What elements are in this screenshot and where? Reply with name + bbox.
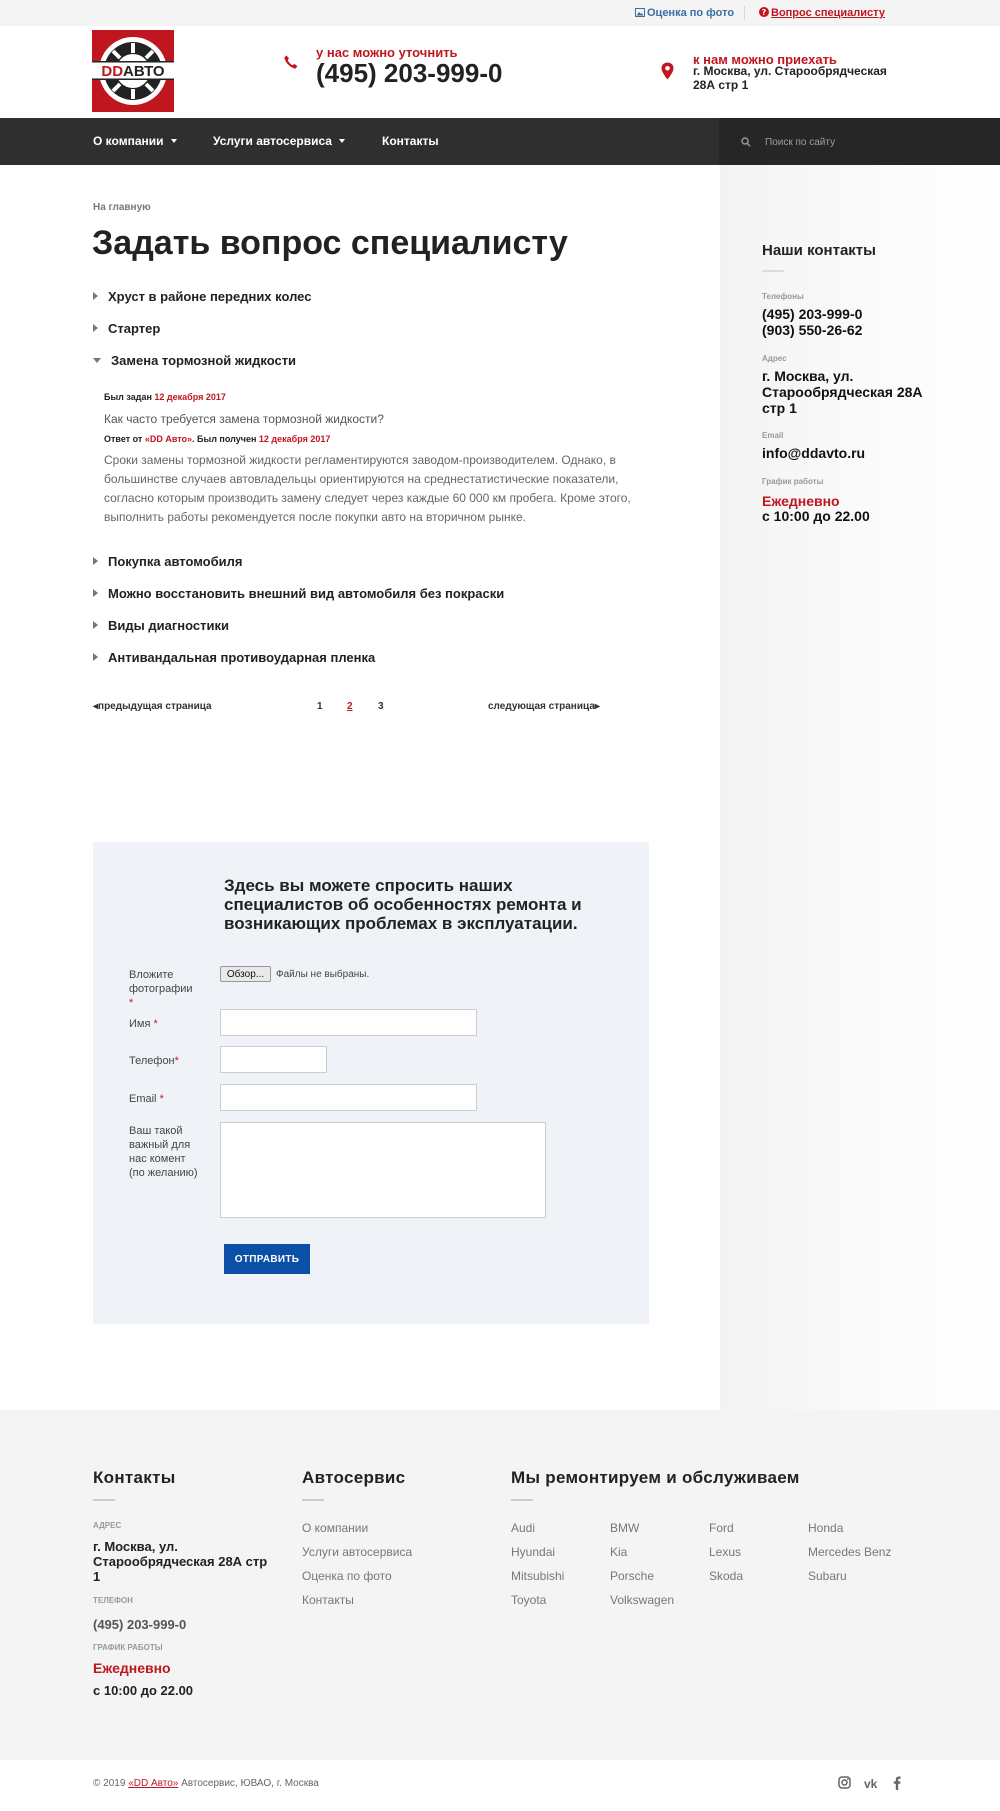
image-icon bbox=[635, 8, 645, 17]
search-box bbox=[719, 118, 1000, 165]
faq-item-label: Стартер bbox=[108, 321, 161, 336]
footer-service-link[interactable]: Контакты bbox=[302, 1593, 354, 1607]
pager-page-current[interactable]: 2 bbox=[347, 701, 353, 712]
search-input[interactable] bbox=[765, 132, 965, 152]
header-address-line1: г. Москва, ул. Старообрядческая bbox=[693, 64, 887, 78]
submit-button[interactable]: ОТПРАВИТЬ bbox=[224, 1244, 310, 1274]
brand-link[interactable]: Ford bbox=[709, 1521, 734, 1535]
pager-prev-label: предыдущая страница bbox=[98, 701, 212, 712]
footer-service-link[interactable]: Услуги автосервиса bbox=[302, 1545, 413, 1559]
email-label bbox=[129, 1092, 164, 1106]
brand-link[interactable]: Kia bbox=[610, 1545, 628, 1559]
brand-link[interactable]: Mercedes Benz bbox=[808, 1545, 892, 1559]
photo-estimate-link[interactable] bbox=[635, 7, 734, 19]
pager-next[interactable] bbox=[488, 701, 600, 712]
faq-item[interactable] bbox=[93, 554, 243, 569]
address-caption: к нам можно приехать bbox=[693, 52, 837, 67]
divider bbox=[93, 1499, 115, 1501]
copyright-suffix: Автосервис, ЮВАО, г. Москва bbox=[181, 1778, 319, 1789]
faq-item-label: Покупка автомобиля bbox=[108, 554, 243, 569]
footer-service-link[interactable]: О компании bbox=[302, 1521, 369, 1535]
faq-item-label: Хруст в районе передних колес bbox=[108, 289, 312, 304]
brand-link[interactable]: Subaru bbox=[808, 1569, 847, 1583]
footer bbox=[0, 1410, 1000, 1760]
faq-item[interactable] bbox=[93, 650, 375, 665]
vk-icon[interactable]: vk bbox=[864, 1777, 878, 1791]
svg-text:DDАВТО: DDАВТО bbox=[101, 63, 165, 80]
chevron-down-icon bbox=[171, 139, 177, 143]
required-mark: * bbox=[129, 997, 134, 1009]
sidebar-phone-2[interactable]: (903) 550-26-62 bbox=[762, 322, 863, 338]
pager-page[interactable]: 3 bbox=[378, 701, 384, 712]
pager-next-label: следующая страница bbox=[488, 701, 595, 712]
divider bbox=[744, 6, 745, 20]
faq-item[interactable] bbox=[93, 289, 311, 304]
brand-link[interactable]: Honda bbox=[808, 1521, 844, 1535]
page-title: Задать вопрос специалисту bbox=[92, 224, 568, 262]
faq-item-label: Замена тормозной жидкости bbox=[111, 353, 297, 368]
faq-item-label: Антивандальная противоударная пленка bbox=[108, 650, 376, 665]
name-label-text: Имя bbox=[129, 1018, 151, 1030]
copyright bbox=[93, 1778, 319, 1789]
sidebar-title: Наши контакты bbox=[762, 242, 876, 259]
facebook-icon[interactable] bbox=[893, 1776, 901, 1795]
footer-brands-title: Мы ремонтируем и обслуживаем bbox=[511, 1468, 800, 1487]
sidebar-phones-label: Телефоны bbox=[762, 292, 804, 301]
caret-right-icon bbox=[93, 621, 98, 629]
answer-asked-meta bbox=[104, 392, 226, 402]
comment-textarea[interactable] bbox=[220, 1122, 546, 1218]
caret-right-icon bbox=[93, 557, 98, 565]
phone-label-text: Телефон bbox=[129, 1055, 175, 1067]
required-mark: * bbox=[153, 1018, 158, 1030]
email-label-text: Email bbox=[129, 1093, 157, 1105]
footer-hours-time: с 10:00 до 22.00 bbox=[93, 1683, 194, 1698]
brand-link[interactable]: Mitsubishi bbox=[511, 1569, 565, 1583]
copyright-prefix: © 2019 bbox=[93, 1778, 126, 1789]
brand-link[interactable]: Hyundai bbox=[511, 1545, 556, 1559]
file-browse-button[interactable]: Обзор... bbox=[220, 966, 271, 982]
required-mark: * bbox=[174, 1055, 179, 1067]
footer-address: г. Москва, ул. Старообрядческая 28А стр 1 bbox=[93, 1539, 268, 1584]
ask-specialist-label: Вопрос специалисту bbox=[771, 7, 885, 19]
question-circle-icon bbox=[759, 7, 769, 17]
breadcrumb[interactable]: На главную bbox=[93, 202, 151, 213]
name-label bbox=[129, 1017, 158, 1031]
caret-right-icon: ▸ bbox=[594, 701, 600, 712]
bottom-bar bbox=[0, 1760, 1000, 1811]
footer-address-label: АДРЕС bbox=[93, 1521, 122, 1530]
instagram-icon[interactable] bbox=[838, 1776, 851, 1794]
file-status: Файлы не выбраны. bbox=[276, 969, 370, 980]
received-date: 12 декабря 2017 bbox=[258, 434, 331, 444]
header-phone[interactable]: (495) 203-999-0 bbox=[316, 58, 503, 88]
footer-service-link[interactable]: Оценка по фото bbox=[302, 1569, 392, 1583]
divider bbox=[511, 1499, 533, 1501]
footer-hours-label: ГРАФИК РАБОТЫ bbox=[93, 1643, 163, 1652]
nav-item-label: О компании bbox=[93, 134, 164, 148]
required-mark: * bbox=[159, 1093, 164, 1105]
photos-label bbox=[129, 968, 199, 1010]
nav-item-contacts[interactable]: Контакты bbox=[382, 134, 439, 148]
faq-item[interactable] bbox=[93, 618, 229, 633]
answer-from: «DD Авто» bbox=[144, 434, 193, 444]
brand-link[interactable]: Volkswagen bbox=[610, 1593, 675, 1607]
chevron-down-icon bbox=[339, 139, 345, 143]
main-nav bbox=[0, 118, 1000, 165]
photos-label-text: Вложите фотографии bbox=[129, 969, 193, 995]
caret-left-icon: ◂ bbox=[93, 701, 99, 712]
caret-right-icon bbox=[93, 653, 98, 661]
search-icon[interactable] bbox=[741, 137, 751, 147]
nav-item-label: Услуги автосервиса bbox=[213, 134, 332, 148]
sidebar-phone-1[interactable]: (495) 203-999-0 bbox=[762, 306, 863, 322]
header-address bbox=[693, 64, 923, 92]
header-address-line2: 28А стр 1 bbox=[693, 78, 749, 92]
caret-right-icon bbox=[93, 324, 98, 332]
footer-phone-label: ТЕЛЕФОН bbox=[93, 1596, 133, 1605]
top-strip bbox=[0, 0, 1000, 26]
faq-item-label: Виды диагностики bbox=[108, 618, 229, 633]
divider bbox=[762, 270, 784, 272]
brand-link[interactable]: Porsche bbox=[610, 1569, 655, 1583]
ask-specialist-link[interactable] bbox=[759, 7, 885, 19]
faq-item[interactable] bbox=[93, 586, 504, 601]
divider bbox=[302, 1499, 324, 1501]
sidebar-address-label: Адрес bbox=[762, 354, 787, 363]
pager-prev[interactable] bbox=[93, 701, 212, 712]
footer-service-title: Автосервис bbox=[302, 1468, 406, 1487]
copyright-brand-link[interactable]: «DD Авто» bbox=[128, 1778, 179, 1789]
question-form bbox=[93, 842, 649, 1324]
caret-right-icon bbox=[93, 292, 98, 300]
comment-label: Ваш такой важный для нас комент (по желанию) bbox=[129, 1125, 198, 1179]
faq-item-label: Можно восстановить внешний вид автомобиля без покраски bbox=[108, 586, 505, 601]
faq-question: Как часто требуется замена тормозной жидкости? bbox=[104, 412, 384, 426]
email-input[interactable] bbox=[220, 1084, 477, 1111]
map-pin-icon bbox=[661, 62, 674, 80]
brand-link[interactable]: Lexus bbox=[709, 1545, 742, 1559]
form-heading: Здесь вы можете спросить наших специалистов об особенностях ремонта и возникающих проблемах в эксплуатации. bbox=[224, 876, 582, 933]
nav-item-about[interactable] bbox=[93, 134, 177, 148]
sidebar-contacts bbox=[720, 165, 1000, 1410]
logo-graphic bbox=[92, 30, 174, 112]
brand-link[interactable]: BMW bbox=[610, 1521, 640, 1535]
caret-down-icon bbox=[93, 358, 101, 363]
sidebar-hours-days: Ежедневно bbox=[762, 493, 840, 509]
faq-answer: Сроки замены тормозной жидкости регламентируются заводом-производителем. Однако, в большинстве случаев автовладельцы ориентируются на среднестатистические показатели, согласно которым производить замену следует через каждые 60 000 км пробега. Кроме этого, выполнить работы рекомендуется после покупки авто на вторичном рынке. bbox=[104, 453, 631, 524]
asked-date: 12 декабря 2017 bbox=[154, 392, 226, 402]
answer-from-label: Ответ от bbox=[104, 434, 143, 444]
phone-icon bbox=[283, 54, 299, 70]
answer-received-meta bbox=[104, 434, 330, 444]
pager-page[interactable]: 1 bbox=[317, 701, 323, 712]
footer-hours-days: Ежедневно bbox=[93, 1660, 171, 1676]
asked-label: Был задан bbox=[104, 392, 152, 402]
site-logo[interactable] bbox=[92, 30, 174, 112]
faq-item[interactable] bbox=[93, 321, 160, 336]
photo-estimate-label: Оценка по фото bbox=[647, 7, 735, 19]
phone-label bbox=[129, 1054, 179, 1068]
caret-right-icon bbox=[93, 589, 98, 597]
phone-caption: у нас можно уточнить bbox=[316, 45, 458, 60]
brand-link[interactable]: Audi bbox=[511, 1521, 536, 1535]
phone-input[interactable] bbox=[220, 1046, 327, 1073]
brand-link[interactable]: Skoda bbox=[709, 1569, 744, 1583]
sidebar-hours-label: График работы bbox=[762, 477, 824, 486]
sidebar-email[interactable]: info@ddavto.ru bbox=[762, 445, 866, 461]
footer-phone[interactable]: (495) 203-999-0 bbox=[93, 1617, 187, 1632]
sidebar-address: г. Москва, ул. Старообрядческая 28А стр 1 bbox=[762, 368, 923, 416]
nav-item-services[interactable] bbox=[213, 134, 345, 148]
sidebar-hours-time: с 10:00 до 22.00 bbox=[762, 508, 870, 524]
received-label: . Был получен bbox=[192, 434, 257, 444]
faq-item-open[interactable] bbox=[93, 353, 296, 368]
sidebar-email-label: Email bbox=[762, 431, 784, 440]
svg-text:?: ? bbox=[761, 8, 767, 17]
name-input[interactable] bbox=[220, 1009, 477, 1036]
brand-link[interactable]: Toyota bbox=[511, 1593, 547, 1607]
footer-contacts-title: Контакты bbox=[93, 1468, 176, 1487]
